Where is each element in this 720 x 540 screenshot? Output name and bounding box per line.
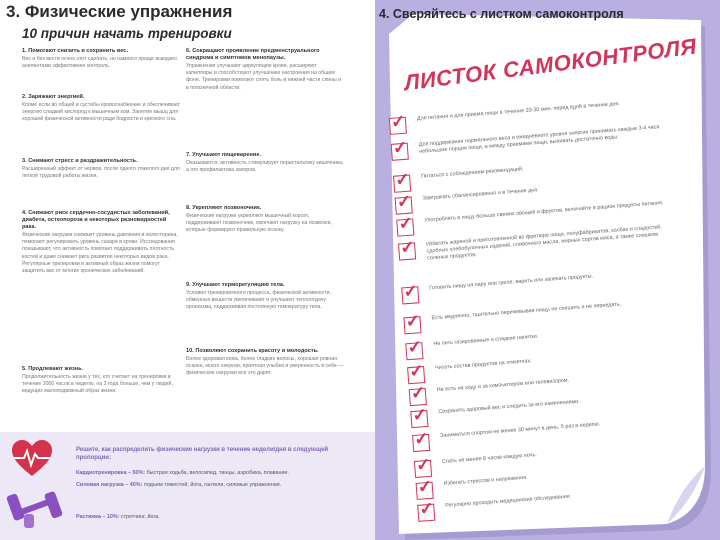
reason-text: Более здоровая кожа, более гладкие волосы, хорошая ровная осанка, много энергии, приятная улыбка и уверенность в себе — физические нагрузки все это дарят. xyxy=(186,356,344,377)
checkbox-checked[interactable] xyxy=(398,237,416,260)
checkbox-checked[interactable] xyxy=(414,454,432,478)
checkbox-checked[interactable] xyxy=(389,111,407,135)
checkmark-icon: ✓ xyxy=(408,361,425,382)
checklist-text: Избегать жареной и приготовленной во фритюре пищи, полуфабрикатов, колбас и сладостей, сдобных хлебобулочных изделий, сливочного масла, жирных сортов мяса, а также слишком соленых продуктов. xyxy=(425,224,663,262)
checklist-text: Заниматься спортом не менее 30 минут в день, 5 раз в неделю. xyxy=(439,421,601,440)
checklist-item xyxy=(407,346,696,382)
reason-item xyxy=(22,158,180,180)
plan-line-text: подъем тяжестей, йога, гантели, силовые упражнения. xyxy=(142,482,282,488)
checkmark-icon: ✓ xyxy=(390,111,406,132)
checkbox-checked[interactable] xyxy=(396,213,414,236)
reason-text: Физические нагрузки снижают уровень давления и холестерина, помогают регулировать уровень сахара в крови. Исследования показывают, что активность помогает поддерживать плотность костей и даже снижает риск развития некоторых видов рака. Регулярные тренировки и активный образ жизни помогут защитить вас от многих хронических заболеваний. xyxy=(22,232,178,275)
checklist-text: Завтракать сбалансированно и в течение дня. xyxy=(422,187,539,202)
reason-text: Физические нагрузки укрепляют мышечный корсет, поддерживают позвоночник, смягчают нагрузку на позвонки, которые формируют правильную осанку. xyxy=(186,213,332,234)
checkmark-icon: ✓ xyxy=(410,383,426,404)
checklist-text: Сохранять здоровый вес и следить за его изменениями. xyxy=(438,398,580,416)
checkmark-icon: ✓ xyxy=(418,498,435,519)
checkbox-checked[interactable] xyxy=(417,498,435,522)
reason-item xyxy=(22,366,180,396)
checklist-item xyxy=(398,222,687,262)
checkmark-icon: ✓ xyxy=(417,476,433,497)
checkmark-icon: ✓ xyxy=(413,428,430,449)
reason-text: Оказывается, активность стимулирует перистальтику кишечника, а это профилактика запоров. xyxy=(186,160,344,174)
checklist-item xyxy=(391,123,680,158)
reason-title: 7. Улучшают пищеварение. xyxy=(186,152,262,158)
checklist-text: Питаться с соблюдением рекомендаций. xyxy=(420,166,524,180)
plan-heading: Решите, как распределить физические нагрузки в течение недели/дня в следующей пропорции: xyxy=(76,447,329,461)
reason-text: Упражнения улучшают циркуляцию крови, расширяют капилляры и способствуют улучшению настроения на общем фоне. Тренировки помогают снять боль в нижней части спины и в поясничной области. xyxy=(186,63,342,91)
checklist-item xyxy=(414,440,703,475)
reason-text: Кпоме если во общей и сустабы кровоснабжение и обеспечивает энергию сладкий кислород к мышечным ком. Занятия мышц для хорошей физической активности ради бодрости и крепкого сна. xyxy=(22,102,180,123)
checklist-text: Читать состав продуктов на этикетках. xyxy=(434,358,532,372)
reason-item xyxy=(22,94,180,124)
checkbox-checked[interactable] xyxy=(393,169,411,193)
checklist-item xyxy=(403,296,692,332)
reason-title: 2. Заряжают энергией. xyxy=(22,94,85,100)
checkbox-checked[interactable] xyxy=(412,428,430,452)
checkmark-icon: ✓ xyxy=(402,281,419,302)
checkmark-icon: ✓ xyxy=(415,454,432,475)
checkbox-checked[interactable] xyxy=(407,361,425,384)
plan-line-label: Силовая нагрузка – 40%: xyxy=(76,482,143,488)
checkbox-checked[interactable] xyxy=(403,311,421,334)
checklist-text: Спать не менее 8 часов каждую ночь. xyxy=(441,452,538,465)
reason-title: 9. Улучшают терморегуляцию тела. xyxy=(186,282,285,288)
section-subtitle: 10 причин начать тренировки xyxy=(22,26,232,41)
checklist-text: Готовить пищу на пару или гриле, варить или запекать продукты. xyxy=(429,273,594,292)
checkbox-checked[interactable] xyxy=(409,383,427,406)
checklist-item xyxy=(412,414,701,449)
checklist-text: Избегать стрессов и напряжения. xyxy=(443,474,528,487)
reason-title: 5. Продлевают жизнь. xyxy=(22,366,84,372)
checklist-text: Есть медленно, тщательно пережевывая пищу, не спешить и не переедать. xyxy=(431,301,622,322)
checkbox-checked[interactable] xyxy=(405,337,423,360)
section-title: 3. Физические упражнения xyxy=(6,2,233,21)
checkbox-checked[interactable] xyxy=(416,476,434,500)
reason-item xyxy=(186,348,344,378)
checklist-text: Употреблять в пищу больше свежих овощей и фруктов, включайте в рацион продукты питания. xyxy=(424,200,664,224)
checklist-item xyxy=(401,266,690,302)
checklist-text: Для питания и для приема пищи в течение 20-30 мин. перед едой в течение дня. xyxy=(416,101,620,122)
reason-title: 8. Укрепляют позвоночник. xyxy=(186,205,262,211)
reason-item xyxy=(186,282,344,312)
reason-text: Условия тренировочного процесса, физической активности, обменных веществ увеличивают и улучшают теплоотдачу организма, поддерживая постоянную температуру тела. xyxy=(186,290,331,311)
reason-text: Расширенный эффект от нервов, после одного тяжелого дня для легкой трудовой работы жизни. xyxy=(22,166,180,180)
reason-item xyxy=(186,152,344,174)
reason-title: 6. Сокращают проявление предменструального синдрома и симптомов менопаузы. xyxy=(186,48,320,61)
plan-line-label: Кардиотренировка – 50%: xyxy=(76,470,146,476)
reason-title: 1. Помогают снизить и сохранить вес. xyxy=(22,48,128,54)
reason-title: 4. Снижают риск сердечно-сосудистых заболеваний, диабета, остеопороза и некоторых разновидностей рака. xyxy=(22,210,170,230)
plan-line-text: стретчинг, йога. xyxy=(119,514,160,520)
checkmark-icon: ✓ xyxy=(397,213,414,234)
reason-text: Вес и без вести осчно этот сделать, но намного проще выюдзен анелентами эффективнее контроль. xyxy=(22,56,177,70)
reason-title: 3. Снимают стресс и раздражительность. xyxy=(22,158,138,164)
reason-text: Продолжительность жизни у тех, кто считает на тренировки в течение 2000 часов в неделю, на 3 года больше, чем у людей, ведущих малоподвижный образ жизни. xyxy=(22,374,173,395)
checkmark-icon: ✓ xyxy=(406,337,423,358)
plan-line-label: Растяжка – 10%: xyxy=(76,514,120,520)
heart-pulse-icon xyxy=(10,438,54,478)
reason-item xyxy=(22,48,180,70)
checklist-text: Не пить газированные и сладкие напитки. xyxy=(433,333,539,348)
plan-cardio-line xyxy=(76,470,366,477)
checkbox-checked[interactable] xyxy=(401,281,419,304)
reason-item xyxy=(22,210,180,275)
checkmark-icon: ✓ xyxy=(396,191,412,212)
checklist-item xyxy=(393,155,682,190)
checklist-text: Регулярно проходить медицинские обследования. xyxy=(445,493,572,509)
checkmark-icon: ✓ xyxy=(405,311,421,332)
reason-title: 10. Позволяют сохранить красоту и молодость. xyxy=(186,348,319,354)
sheet-heading: ЛИСТОК САМОКОНТРОЛЯ xyxy=(402,33,699,96)
checklist-item xyxy=(405,322,694,358)
reason-item xyxy=(186,48,344,92)
checkbox-checked[interactable] xyxy=(410,404,428,428)
plan-line-text: быстрая ходьба, велосипед, танцы, аэробика, плавание. xyxy=(145,470,290,476)
checklist-text: Для поддержания нормального веса и ежедневного уровня энергии принимать каждые 3-4 часа небольшие порции пищи, а между приемами пищи, выпивать достаточно воды. xyxy=(418,124,660,156)
right-page xyxy=(375,0,720,540)
checkbox-checked[interactable] xyxy=(395,191,413,215)
plan-strength-line xyxy=(76,482,366,489)
checkmark-icon: ✓ xyxy=(394,169,411,190)
checkmark-icon: ✓ xyxy=(411,404,428,425)
self-control-sheet xyxy=(375,3,720,540)
dumbbell-icon xyxy=(6,490,70,530)
exercise-plan-box xyxy=(0,432,375,540)
checklist-text: Не есть на ходу и за компьютером или телевизором. xyxy=(436,377,570,394)
checkmark-icon: ✓ xyxy=(392,137,408,158)
plan-stretch-line xyxy=(76,514,366,521)
checklist-item xyxy=(389,97,678,132)
right-section-title: 4. Сверяйтесь с листком самоконтроля xyxy=(379,7,624,21)
checkmark-icon: ✓ xyxy=(399,237,416,258)
reason-item xyxy=(186,205,344,235)
checkbox-checked[interactable] xyxy=(391,137,409,161)
